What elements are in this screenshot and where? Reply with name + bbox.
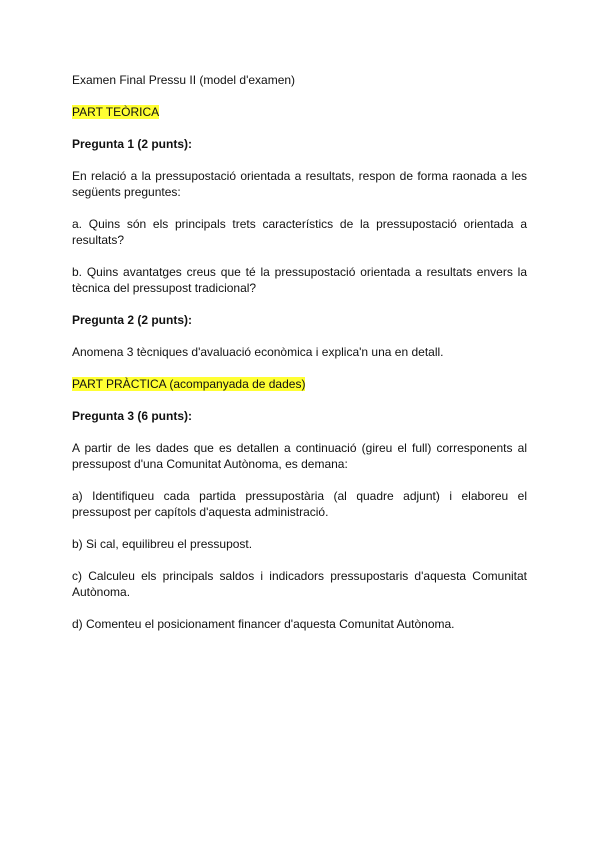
question-3-intro: A partir de les dades que es detallen a continuació (gireu el full) corresponents al pressupost d'una Comunitat Autònoma, es demana: (72, 441, 527, 471)
section-heading-practice (72, 376, 527, 392)
question-1-part-b: b. Quins avantatges creus que té la pressupostació orientada a resultats envers la tècnica del pressupost tradicional? (72, 265, 527, 295)
question-2-heading: Pregunta 2 (2 punts): (72, 313, 193, 327)
question-3-part-d: d) Comenteu el posicionament financer d'aquesta Comunitat Autònoma. (72, 617, 455, 631)
question-1-intro: En relació a la pressupostació orientada a resultats, respon de forma raonada a les següents preguntes: (72, 169, 527, 199)
document-body (72, 72, 527, 632)
question-3-part-c: c) Calculeu els principals saldos i indicadors pressupostaris d'aquesta Comunitat Autònoma. (72, 569, 527, 599)
question-2-text: Anomena 3 tècniques d'avaluació econòmica i explica'n una en detall. (72, 345, 444, 359)
question-1-part-a: a. Quins són els principals trets característics de la pressupostació orientada a resultats? (72, 217, 527, 247)
question-3-heading: Pregunta 3 (6 punts): (72, 409, 193, 423)
question-3-part-a: a) Identifiqueu cada partida pressupostària (al quadre adjunt) i elaboreu el pressupost per capítols d'aquesta administració. (72, 489, 527, 519)
question-3-part-b: b) Si cal, equilibreu el pressupost. (72, 537, 253, 551)
practice-heading-highlight: PART PRÀCTICA (acompanyada de dades) (72, 377, 306, 391)
section-heading-theory (72, 104, 527, 120)
theory-heading-highlight: PART TEÒRICA (72, 105, 160, 119)
document-title: Examen Final Pressu II (model d'examen) (72, 73, 296, 87)
question-1-heading: Pregunta 1 (2 punts): (72, 137, 193, 151)
